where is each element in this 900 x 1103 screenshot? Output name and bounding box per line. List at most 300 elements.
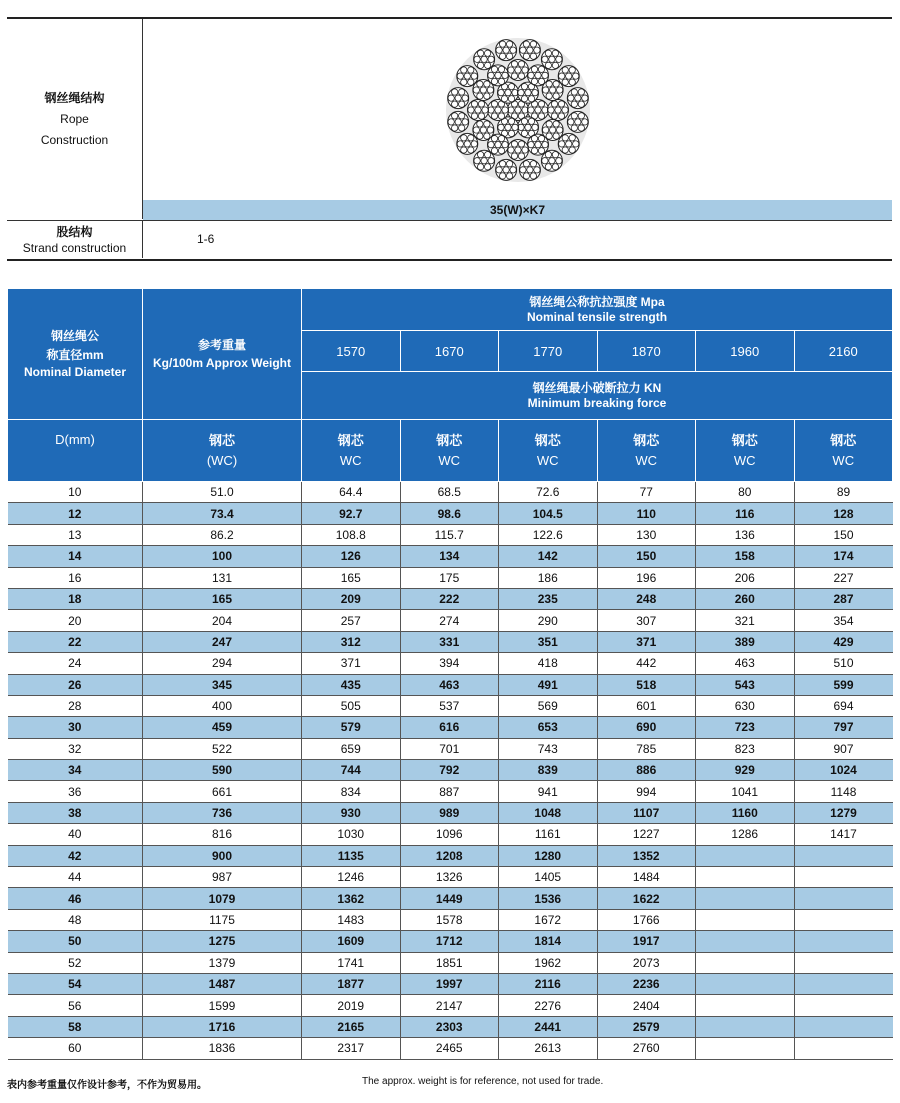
table-cell: 222 [400, 588, 499, 609]
weight-sub-cn: 钢芯 [208, 433, 235, 448]
table-cell: 929 [696, 760, 795, 781]
table-cell: 601 [597, 695, 696, 716]
table-cell: 134 [400, 546, 499, 567]
diameter-header-cn2: 称直径mm [46, 347, 104, 362]
table-cell: 174 [794, 546, 893, 567]
table-cell: 797 [794, 717, 893, 738]
table-cell: 1286 [696, 824, 795, 845]
table-cell: 630 [696, 695, 795, 716]
table-cell: 579 [302, 717, 401, 738]
table-cell: 569 [499, 695, 598, 716]
table-cell: 186 [499, 567, 598, 588]
table-cell: 1148 [794, 781, 893, 802]
table-cell: 694 [794, 695, 893, 716]
rope-cross-section-image [143, 19, 892, 200]
table-cell: 701 [400, 738, 499, 759]
table-cell: 1487 [143, 973, 302, 994]
force-header-cn: 钢丝绳最小破断拉力 KN [532, 380, 662, 395]
core-sub-en: WC [733, 453, 756, 468]
table-row [8, 695, 893, 716]
table-row [8, 588, 893, 609]
table-cell: 77 [597, 482, 696, 503]
table-row [8, 781, 893, 802]
table-cell: 142 [499, 546, 598, 567]
force-header [302, 372, 893, 420]
table-cell: 52 [8, 952, 143, 973]
table-cell: 1135 [302, 845, 401, 866]
table-cell: 287 [794, 588, 893, 609]
table-cell [696, 1038, 795, 1059]
table-cell: 400 [143, 695, 302, 716]
weight-header-cn: 参考重量 [197, 337, 246, 352]
table-cell: 1024 [794, 760, 893, 781]
table-cell: 165 [302, 567, 401, 588]
rope-spec-table [7, 17, 892, 261]
table-row [8, 717, 893, 738]
footer-note-en: The approx. weight is for reference, not used for trade. [362, 1076, 604, 1087]
table-cell: 1041 [696, 781, 795, 802]
table-cell: 128 [794, 503, 893, 524]
table-cell [696, 952, 795, 973]
force-header-en: Minimum breaking force [527, 395, 667, 410]
table-cell: 248 [597, 588, 696, 609]
core-sub-en: WC [635, 453, 658, 468]
table-cell: 32 [8, 738, 143, 759]
table-cell: 2613 [499, 1038, 598, 1059]
table-cell: 98.6 [400, 503, 499, 524]
table-cell: 389 [696, 631, 795, 652]
table-cell: 987 [143, 867, 302, 888]
table-cell: 115.7 [400, 524, 499, 545]
table-cell: 165 [143, 588, 302, 609]
table-cell [794, 845, 893, 866]
core-sub-cn: 钢芯 [534, 433, 561, 448]
rope-label-en2: Construction [40, 132, 109, 147]
table-cell: 590 [143, 760, 302, 781]
table-row [8, 760, 893, 781]
table-cell: 28 [8, 695, 143, 716]
table-cell: 1578 [400, 909, 499, 930]
table-cell: 1161 [499, 824, 598, 845]
table-cell: 260 [696, 588, 795, 609]
table-cell: 1536 [499, 888, 598, 909]
core-sub-header [400, 420, 499, 482]
table-cell: 1609 [302, 931, 401, 952]
weight-sub-header [143, 420, 302, 482]
table-cell [794, 973, 893, 994]
table-cell: 537 [400, 695, 499, 716]
table-cell: 2303 [400, 1016, 499, 1037]
table-cell: 1997 [400, 973, 499, 994]
rope-label-en1: Rope [60, 111, 89, 126]
table-cell: 68.5 [400, 482, 499, 503]
table-cell [794, 909, 893, 930]
weight-header [143, 289, 302, 420]
table-cell: 116 [696, 503, 795, 524]
rope-construction-label [7, 19, 143, 219]
table-cell: 44 [8, 867, 143, 888]
table-cell [696, 995, 795, 1016]
table-cell: 1716 [143, 1016, 302, 1037]
table-cell: 690 [597, 717, 696, 738]
table-row [8, 610, 893, 631]
table-cell: 274 [400, 610, 499, 631]
table-cell: 941 [499, 781, 598, 802]
table-row [8, 845, 893, 866]
table-cell: 150 [794, 524, 893, 545]
breaking-force-table [7, 288, 892, 1060]
table-cell: 1877 [302, 973, 401, 994]
table-cell: 24 [8, 653, 143, 674]
table-cell: 2165 [302, 1016, 401, 1037]
table-cell: 345 [143, 674, 302, 695]
table-cell: 2317 [302, 1038, 401, 1059]
table-cell: 435 [302, 674, 401, 695]
table-cell: 886 [597, 760, 696, 781]
table-cell: 14 [8, 546, 143, 567]
table-cell: 73.4 [143, 503, 302, 524]
table-cell: 1417 [794, 824, 893, 845]
table-cell: 1836 [143, 1038, 302, 1059]
table-cell: 2465 [400, 1038, 499, 1059]
table-cell: 86.2 [143, 524, 302, 545]
table-cell: 92.7 [302, 503, 401, 524]
table-cell: 209 [302, 588, 401, 609]
table-cell: 2019 [302, 995, 401, 1016]
table-cell: 2276 [499, 995, 598, 1016]
table-row [8, 674, 893, 695]
table-cell: 321 [696, 610, 795, 631]
table-cell: 723 [696, 717, 795, 738]
table-cell: 48 [8, 909, 143, 930]
table-cell: 26 [8, 674, 143, 695]
core-sub-header [302, 420, 401, 482]
table-cell [696, 973, 795, 994]
table-row [8, 995, 893, 1016]
table-cell: 80 [696, 482, 795, 503]
diameter-header [8, 289, 143, 420]
table-cell: 463 [696, 653, 795, 674]
table-cell: 518 [597, 674, 696, 695]
table-cell: 206 [696, 567, 795, 588]
table-cell: 2760 [597, 1038, 696, 1059]
table-row [8, 524, 893, 545]
table-cell [696, 909, 795, 930]
table-cell: 459 [143, 717, 302, 738]
table-cell: 294 [143, 653, 302, 674]
table-cell: 122.6 [499, 524, 598, 545]
table-cell: 247 [143, 631, 302, 652]
table-row [8, 1016, 893, 1037]
table-cell: 816 [143, 824, 302, 845]
table-cell: 1851 [400, 952, 499, 973]
table-cell: 1917 [597, 931, 696, 952]
table-row [8, 824, 893, 845]
table-cell: 2404 [597, 995, 696, 1016]
table-cell: 2073 [597, 952, 696, 973]
table-cell: 40 [8, 824, 143, 845]
table-cell: 20 [8, 610, 143, 631]
table-cell: 130 [597, 524, 696, 545]
table-cell: 900 [143, 845, 302, 866]
table-cell: 522 [143, 738, 302, 759]
table-cell: 510 [794, 653, 893, 674]
table-cell: 989 [400, 802, 499, 823]
grade-header: 1570 [302, 331, 401, 372]
table-row [8, 567, 893, 588]
table-cell: 204 [143, 610, 302, 631]
table-cell: 108.8 [302, 524, 401, 545]
table-cell: 312 [302, 631, 401, 652]
grade-header: 1870 [597, 331, 696, 372]
tensile-header-cn: 钢丝绳公称抗拉强度 Mpa [529, 294, 665, 309]
strand-label [7, 221, 143, 258]
table-cell [696, 867, 795, 888]
table-cell: 331 [400, 631, 499, 652]
table-cell: 887 [400, 781, 499, 802]
table-cell: 110 [597, 503, 696, 524]
table-cell: 1405 [499, 867, 598, 888]
table-cell: 16 [8, 567, 143, 588]
table-cell: 1227 [597, 824, 696, 845]
diameter-header-cn1: 钢丝绳公 [50, 328, 99, 343]
core-sub-cn: 钢芯 [731, 433, 758, 448]
d-mm-header: D(mm) [8, 420, 143, 482]
core-sub-header [499, 420, 598, 482]
table-row [8, 931, 893, 952]
table-cell: 1079 [143, 888, 302, 909]
core-sub-header [696, 420, 795, 482]
table-cell: 1712 [400, 931, 499, 952]
table-cell: 136 [696, 524, 795, 545]
table-cell: 429 [794, 631, 893, 652]
table-cell: 1741 [302, 952, 401, 973]
table-cell: 1279 [794, 802, 893, 823]
footer-note-cn: 表内参考重量仅作设计参考，不作为贸易用。 [7, 1080, 207, 1091]
table-cell: 158 [696, 546, 795, 567]
table-cell: 1246 [302, 867, 401, 888]
table-cell: 150 [597, 546, 696, 567]
table-cell: 442 [597, 653, 696, 674]
table-cell [794, 888, 893, 909]
table-cell: 38 [8, 802, 143, 823]
table-cell: 100 [143, 546, 302, 567]
table-cell: 54 [8, 973, 143, 994]
table-cell: 463 [400, 674, 499, 695]
table-cell: 792 [400, 760, 499, 781]
table-cell: 1048 [499, 802, 598, 823]
table-cell: 60 [8, 1038, 143, 1059]
table-cell: 10 [8, 482, 143, 503]
tensile-header [302, 289, 893, 331]
core-sub-header [597, 420, 696, 482]
table-cell: 661 [143, 781, 302, 802]
table-cell: 1107 [597, 802, 696, 823]
table-cell [696, 1016, 795, 1037]
table-cell: 543 [696, 674, 795, 695]
table-cell: 1672 [499, 909, 598, 930]
table-cell: 823 [696, 738, 795, 759]
table-cell: 235 [499, 588, 598, 609]
table-cell: 1275 [143, 931, 302, 952]
table-cell: 1280 [499, 845, 598, 866]
table-cell: 64.4 [302, 482, 401, 503]
table-row [8, 653, 893, 674]
core-sub-header [794, 420, 893, 482]
table-cell: 36 [8, 781, 143, 802]
table-cell: 42 [8, 845, 143, 866]
core-sub-en: WC [438, 453, 461, 468]
table-cell: 354 [794, 610, 893, 631]
table-row [8, 802, 893, 823]
table-cell: 1766 [597, 909, 696, 930]
table-cell: 1483 [302, 909, 401, 930]
table-cell: 1175 [143, 909, 302, 930]
grade-header: 1770 [499, 331, 598, 372]
table-cell: 175 [400, 567, 499, 588]
rope-cross-section-icon [438, 35, 598, 185]
table-cell: 371 [302, 653, 401, 674]
table-cell: 994 [597, 781, 696, 802]
tensile-header-en: Nominal tensile strength [527, 309, 668, 324]
table-row [8, 952, 893, 973]
grade-header: 1960 [696, 331, 795, 372]
core-sub-en: WC [339, 453, 362, 468]
table-cell [794, 931, 893, 952]
table-cell: 227 [794, 567, 893, 588]
table-cell: 290 [499, 610, 598, 631]
table-cell: 2236 [597, 973, 696, 994]
strand-label-en: Strand construction [22, 240, 127, 255]
weight-sub-en: (WC) [206, 453, 238, 468]
table-cell: 371 [597, 631, 696, 652]
table-cell: 51.0 [143, 482, 302, 503]
table-row [8, 888, 893, 909]
table-cell: 89 [794, 482, 893, 503]
table-cell: 930 [302, 802, 401, 823]
strand-label-cn: 股结构 [56, 224, 93, 239]
core-sub-cn: 钢芯 [633, 433, 660, 448]
table-cell [696, 845, 795, 866]
table-cell: 196 [597, 567, 696, 588]
core-sub-cn: 钢芯 [830, 433, 857, 448]
table-row [8, 631, 893, 652]
table-cell: 2116 [499, 973, 598, 994]
table-cell: 1814 [499, 931, 598, 952]
table-cell: 58 [8, 1016, 143, 1037]
core-sub-cn: 钢芯 [337, 433, 364, 448]
table-cell [794, 1038, 893, 1059]
table-cell: 1208 [400, 845, 499, 866]
core-sub-en: WC [536, 453, 559, 468]
table-cell [794, 952, 893, 973]
table-cell [794, 995, 893, 1016]
table-cell: 126 [302, 546, 401, 567]
table-cell: 2579 [597, 1016, 696, 1037]
table-cell: 72.6 [499, 482, 598, 503]
table-cell: 1326 [400, 867, 499, 888]
table-cell: 1030 [302, 824, 401, 845]
table-cell: 1599 [143, 995, 302, 1016]
grade-header: 2160 [794, 331, 893, 372]
table-cell: 50 [8, 931, 143, 952]
table-row [8, 973, 893, 994]
table-cell: 1160 [696, 802, 795, 823]
core-sub-en: WC [832, 453, 855, 468]
table-row [8, 1038, 893, 1059]
table-cell: 13 [8, 524, 143, 545]
table-cell: 22 [8, 631, 143, 652]
table-cell: 839 [499, 760, 598, 781]
table-cell: 1379 [143, 952, 302, 973]
table-cell: 18 [8, 588, 143, 609]
table-cell: 257 [302, 610, 401, 631]
table-cell: 1962 [499, 952, 598, 973]
table-cell: 104.5 [499, 503, 598, 524]
table-row [8, 738, 893, 759]
table-cell: 351 [499, 631, 598, 652]
table-cell [794, 867, 893, 888]
table-cell: 1362 [302, 888, 401, 909]
table-cell: 56 [8, 995, 143, 1016]
table-cell: 736 [143, 802, 302, 823]
table-cell: 131 [143, 567, 302, 588]
table-cell: 1484 [597, 867, 696, 888]
table-cell: 30 [8, 717, 143, 738]
table-cell: 418 [499, 653, 598, 674]
table-cell: 785 [597, 738, 696, 759]
table-cell: 1622 [597, 888, 696, 909]
table-cell: 46 [8, 888, 143, 909]
table-cell: 1449 [400, 888, 499, 909]
diameter-header-en: Nominal Diameter [23, 364, 127, 379]
table-row [8, 909, 893, 930]
table-cell: 653 [499, 717, 598, 738]
table-cell: 2147 [400, 995, 499, 1016]
table-cell: 1096 [400, 824, 499, 845]
rope-label-cn: 钢丝绳结构 [44, 90, 105, 105]
table-cell [696, 888, 795, 909]
weight-header-en: Kg/100m Approx Weight [152, 355, 292, 370]
table-cell: 659 [302, 738, 401, 759]
core-sub-cn: 钢芯 [436, 433, 463, 448]
table-cell: 599 [794, 674, 893, 695]
table-cell: 1352 [597, 845, 696, 866]
table-cell: 394 [400, 653, 499, 674]
table-cell: 505 [302, 695, 401, 716]
strand-value: 1-6 [197, 232, 215, 246]
grade-header: 1670 [400, 331, 499, 372]
table-cell: 907 [794, 738, 893, 759]
table-cell: 834 [302, 781, 401, 802]
table-cell: 34 [8, 760, 143, 781]
table-cell: 12 [8, 503, 143, 524]
table-row [8, 482, 893, 503]
table-cell: 2441 [499, 1016, 598, 1037]
table-row [8, 867, 893, 888]
strand-row [7, 220, 892, 258]
table-row [8, 503, 893, 524]
table-cell: 307 [597, 610, 696, 631]
construction-value: 35(W)×K7 [143, 200, 892, 220]
table-cell [794, 1016, 893, 1037]
table-cell [696, 931, 795, 952]
table-row [8, 546, 893, 567]
table-cell: 491 [499, 674, 598, 695]
table-cell: 616 [400, 717, 499, 738]
table-cell: 744 [302, 760, 401, 781]
table-cell: 743 [499, 738, 598, 759]
